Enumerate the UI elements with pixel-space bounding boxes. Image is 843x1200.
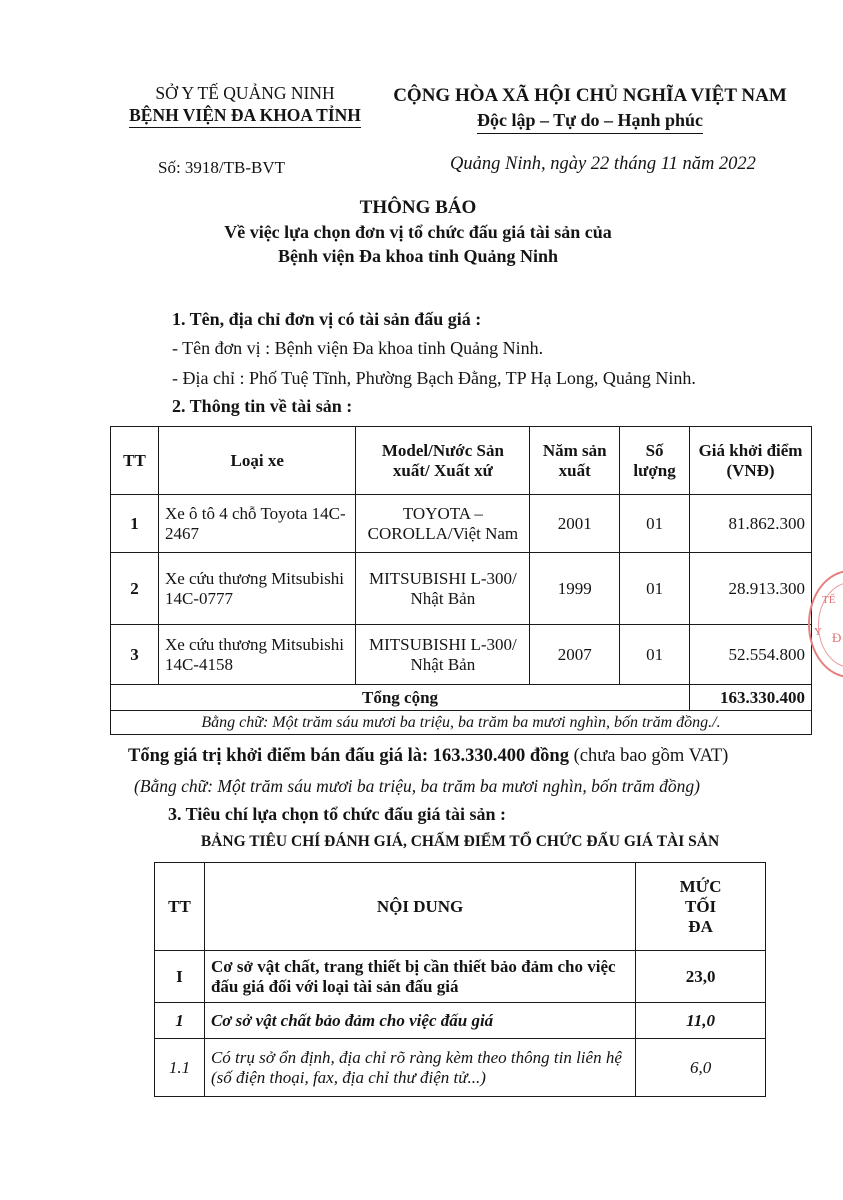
row-tt: 1.1 bbox=[155, 1039, 205, 1097]
table-row bbox=[155, 1039, 766, 1097]
issuer-block bbox=[100, 82, 390, 128]
criteria-table-title: BẢNG TIÊU CHÍ ĐÁNH GIÁ, CHẤM ĐIỂM TỔ CHỨC ĐẤU GIÁ TÀI SẢN bbox=[200, 833, 720, 850]
col-tt: TT bbox=[155, 863, 205, 951]
motto: Độc lập – Tự do – Hạnh phúc bbox=[380, 108, 800, 134]
col-year: Năm sản xuất bbox=[530, 427, 620, 495]
row-score: 11,0 bbox=[636, 1003, 766, 1039]
row-year: 2001 bbox=[530, 495, 620, 553]
total-in-words: Bằng chữ: Một trăm sáu mươi ba triệu, ba trăm ba mươi nghìn, bốn trăm đồng./. bbox=[111, 711, 812, 735]
row-year: 2007 bbox=[530, 625, 620, 685]
section3-heading: 3. Tiêu chí lựa chọn tổ chức đấu giá tài sản : bbox=[168, 804, 506, 824]
row-tt: 2 bbox=[111, 553, 159, 625]
title-subject-2: Bệnh viện Đa khoa tỉnh Quảng Ninh bbox=[277, 246, 559, 266]
row-tt: 3 bbox=[111, 625, 159, 685]
unit-name: - Tên đơn vị : Bệnh viện Đa khoa tỉnh Quảng Ninh. bbox=[172, 338, 544, 358]
row-type: Xe cứu thương Mitsubishi 14C-4158 bbox=[158, 625, 356, 685]
criteria-table-header bbox=[155, 863, 766, 951]
section2-heading: 2. Thông tin về tài sản : bbox=[172, 396, 353, 416]
title-main: THÔNG BÁO bbox=[359, 197, 477, 218]
criteria-table bbox=[154, 862, 766, 1097]
row-content: Cơ sở vật chất, trang thiết bị cần thiết bảo đảm cho việc đấu giá đối với loại tài sản đấu giá bbox=[204, 951, 635, 1003]
section1-heading: 1. Tên, địa chỉ đơn vị có tài sản đấu giá : bbox=[172, 309, 482, 329]
stamp-text-a: TẾ bbox=[822, 594, 836, 606]
row-type: Xe cứu thương Mitsubishi 14C-0777 bbox=[158, 553, 356, 625]
row-tt: I bbox=[155, 951, 205, 1003]
document-number: Số: 3918/TB-BVT bbox=[158, 158, 286, 177]
row-tt: 1 bbox=[155, 1003, 205, 1039]
asset-table bbox=[110, 426, 812, 735]
document-title bbox=[100, 196, 736, 268]
col-type: Loại xe bbox=[158, 427, 356, 495]
col-price: Giá khởi điểm (VNĐ) bbox=[690, 427, 812, 495]
total-label: Tổng cộng bbox=[111, 685, 690, 711]
table-row bbox=[155, 951, 766, 1003]
row-model: MITSUBISHI L-300/ Nhật Bản bbox=[356, 625, 530, 685]
col-tt: TT bbox=[111, 427, 159, 495]
table-row bbox=[111, 553, 812, 625]
stamp-text-c: Y bbox=[814, 626, 822, 638]
col-max-score: MỨC TỐI ĐA bbox=[636, 863, 766, 951]
summary-in-words: (Bằng chữ: Một trăm sáu mươi ba triệu, ba trăm ba mươi nghìn, bốn trăm đồng) bbox=[134, 776, 700, 796]
summary-line bbox=[128, 744, 728, 768]
total-row bbox=[111, 685, 812, 711]
country-name: CỘNG HÒA XÃ HỘI CHỦ NGHĨA VIỆT NAM bbox=[393, 85, 787, 106]
row-price: 28.913.300 bbox=[690, 553, 812, 625]
summary-total: Tổng giá trị khởi điểm bán đấu giá là: 163.330.400 đồng bbox=[128, 746, 569, 766]
row-qty: 01 bbox=[620, 495, 690, 553]
row-model: TOYOTA – COROLLA/Việt Nam bbox=[356, 495, 530, 553]
row-score: 6,0 bbox=[636, 1039, 766, 1097]
row-tt: 1 bbox=[111, 495, 159, 553]
row-type: Xe ô tô 4 chỗ Toyota 14C-2467 bbox=[158, 495, 356, 553]
table-row bbox=[111, 625, 812, 685]
national-motto-block bbox=[380, 84, 800, 134]
issue-date: Quảng Ninh, ngày 22 tháng 11 năm 2022 bbox=[450, 154, 756, 174]
row-year: 1999 bbox=[530, 553, 620, 625]
col-content: NỘI DUNG bbox=[204, 863, 635, 951]
table-row bbox=[155, 1003, 766, 1039]
row-price: 52.554.800 bbox=[690, 625, 812, 685]
summary-vat-note: (chưa bao gồm VAT) bbox=[568, 746, 729, 766]
row-score: 23,0 bbox=[636, 951, 766, 1003]
row-qty: 01 bbox=[620, 625, 690, 685]
row-price: 81.862.300 bbox=[690, 495, 812, 553]
in-words-row bbox=[111, 711, 812, 735]
row-model: MITSUBISHI L-300/ Nhật Bản bbox=[356, 553, 530, 625]
col-qty: Số lượng bbox=[620, 427, 690, 495]
asset-table-header bbox=[111, 427, 812, 495]
col-model: Model/Nước Sản xuất/ Xuất xứ bbox=[356, 427, 530, 495]
row-content: Cơ sở vật chất bảo đảm cho việc đấu giá bbox=[204, 1003, 635, 1039]
title-subject-1: Về việc lựa chọn đơn vị tổ chức đấu giá tài sản của bbox=[224, 222, 612, 242]
row-content: Có trụ sở ổn định, địa chỉ rõ ràng kèm theo thông tin liên hệ (số điện thoại, fax, địa chỉ thư điện tử...) bbox=[204, 1039, 635, 1097]
issuer-hospital: BỆNH VIỆN ĐA KHOA TỈNH bbox=[100, 104, 390, 128]
row-qty: 01 bbox=[620, 553, 690, 625]
table-row bbox=[111, 495, 812, 553]
issuer-department: SỞ Y TẾ QUẢNG NINH bbox=[155, 83, 335, 103]
total-value: 163.330.400 bbox=[690, 685, 812, 711]
stamp-text-b: Đ bbox=[832, 630, 842, 645]
unit-address: - Địa chỉ : Phố Tuệ Tĩnh, Phường Bạch Đằng, TP Hạ Long, Quảng Ninh. bbox=[172, 368, 696, 388]
